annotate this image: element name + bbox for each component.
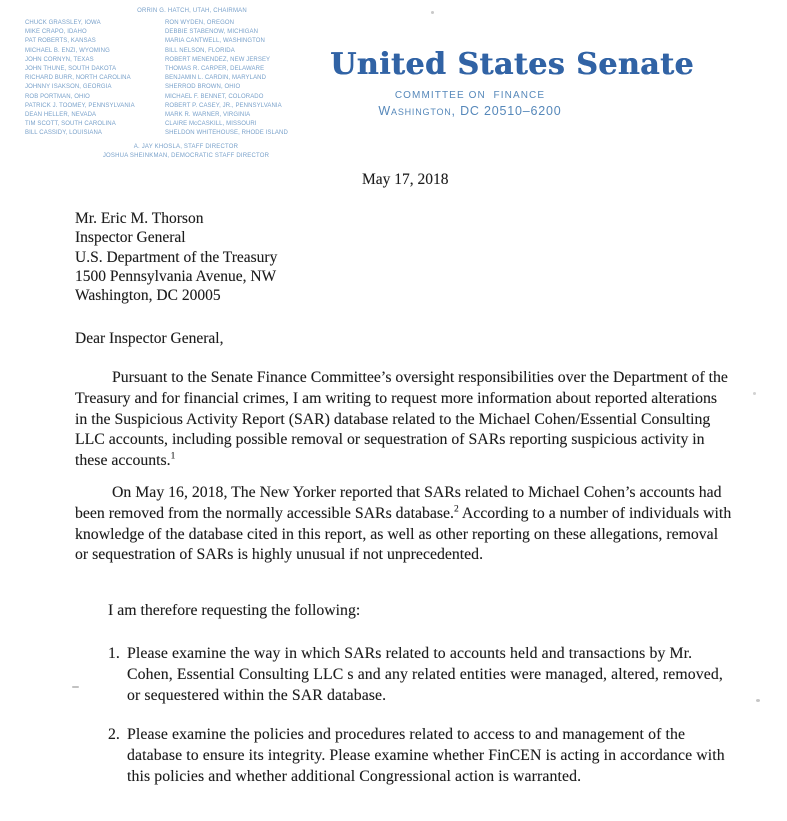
member-name: JOHN THUNE, SOUTH DAKOTA	[25, 66, 117, 73]
recipient-line: U.S. Department of the Treasury	[75, 248, 278, 266]
member-name: CHUCK GRASSLEY, IOWA	[25, 20, 101, 26]
members-minority-list	[165, 19, 288, 139]
recipient-line: Inspector General	[75, 229, 186, 247]
member-name: MARK R. WARNER, VIRGINIA	[165, 112, 251, 119]
chairman-line: ORRIN G. HATCH, UTAH, CHAIRMAN	[137, 8, 247, 14]
item-number: 1.	[108, 645, 120, 662]
member-name: ROBERT P. CASEY, JR., PENNSYLVANIA	[165, 102, 282, 109]
members-majority-list	[25, 19, 165, 139]
member-name: DEBBIE STABENOW, MICHIGAN	[165, 29, 259, 36]
member-name: MARIA CANTWELL, WASHINGTON	[165, 38, 265, 45]
member-name: DEAN HELLER, NEVADA	[25, 112, 97, 119]
paragraph-2-text-after: According to a number of individuals with knowledge of the database cited in this report, as well as other reporting on these allegations, removal or sequestration of SARs is highly unusual if not unprecedented.	[75, 504, 732, 564]
scan-speck	[756, 699, 760, 702]
salutation: Dear Inspector General,	[75, 330, 224, 347]
member-name: PATRICK J. TOOMEY, PENNSYLVANIA	[25, 102, 135, 109]
member-name: SHELDON WHITEHOUSE, RHODE ISLAND	[165, 130, 288, 137]
member-name: BILL NELSON, FLORIDA	[165, 47, 235, 54]
member-name: TIM SCOTT, SOUTH CAROLINA	[25, 121, 116, 128]
member-name: SHERROD BROWN, OHIO	[165, 84, 241, 91]
staff-director-line: A. JAY KHOSLA, STAFF DIRECTOR	[133, 143, 239, 150]
item-text: Please examine the way in which SARs related to accounts held and transactions by Mr. Cohen, Essential Consulting LLC s and any related entities were managed, altered, removed, or sequestered within the SAR database.	[127, 645, 723, 704]
recipient-address-block	[75, 209, 277, 305]
paragraph-3: I am therefore requesting the following:	[108, 602, 361, 619]
member-name: PAT ROBERTS, KANSAS	[25, 38, 96, 45]
letterhead-roster	[25, 7, 317, 161]
request-list-item-2	[108, 725, 732, 787]
senate-header	[330, 47, 694, 118]
footnote-marker-2: 2	[454, 504, 459, 515]
scan-speck	[753, 392, 756, 395]
paragraph-2	[75, 483, 732, 566]
member-name: CLAIRE McCASKILL, MISSOURI	[165, 121, 257, 128]
member-name: RON WYDEN, OREGON	[165, 20, 235, 26]
recipient-line: Mr. Eric M. Thorson	[75, 210, 204, 227]
senate-wordmark: United States Senate	[330, 47, 694, 82]
member-name: JOHN CORNYN, TEXAS	[25, 56, 94, 63]
footnote-marker-1: 1	[170, 451, 176, 462]
member-name: MICHAEL B. ENZI, WYOMING	[25, 47, 110, 54]
letter-date: May 17, 2018	[362, 171, 449, 188]
member-name: ROBERT MENENDEZ, NEW JERSEY	[165, 56, 271, 63]
member-name: BENJAMIN L. CARDIN, MARYLAND	[165, 75, 267, 82]
member-name: MICHAEL F. BENNET, COLORADO	[165, 93, 264, 100]
item-number: 2.	[108, 726, 120, 743]
committee-name: COMMITTEE ON FINANCE	[394, 90, 546, 101]
member-name: MIKE CRAPO, IDAHO	[25, 29, 87, 36]
request-list-item-1	[108, 644, 732, 706]
committee-address: Washington, DC 20510–6200	[378, 104, 562, 118]
paragraph-1	[75, 368, 732, 472]
staff-director-lines	[25, 143, 317, 161]
staff-director-line: JOSHUA SHEINKMAN, DEMOCRATIC STAFF DIRECTOR	[102, 152, 270, 159]
member-name: JOHNNY ISAKSON, GEORGIA	[25, 84, 112, 91]
scan-speck	[431, 11, 434, 14]
paragraph-2-text-before: On May 16, 2018, The New Yorker reported that SARs related to Michael Cohen’s accounts had been removed from the normally accessible SARs database.	[75, 484, 722, 522]
member-name: BILL CASSIDY, LOUISIANA	[25, 130, 102, 137]
recipient-line: Washington, DC 20005	[75, 287, 221, 305]
item-text: Please examine the policies and procedures related to access to and management of the database to ensure its integrity. Please examine whether FinCEN is acting in accordance with this policies and whether additional Congressional action is warranted.	[127, 726, 725, 785]
member-name: RICHARD BURR, NORTH CAROLINA	[25, 75, 131, 82]
member-columns	[25, 19, 317, 139]
member-name: ROB PORTMAN, OHIO	[25, 93, 90, 100]
scan-dash-artifact	[72, 686, 79, 688]
recipient-line: 1500 Pennsylvania Avenue, NW	[75, 267, 277, 285]
paragraph-1-text: Pursuant to the Senate Finance Committee’s oversight responsibilities over the Department of the Treasury and for financial crimes, I am writing to request more information about reported alterations in the Suspicious Activity Report (SAR) database related to the Michael Cohen/Essential Consulting LLC accounts, including possible removal or sequestration of SARs reporting suspicious activity in these accounts.	[75, 369, 728, 470]
member-name: THOMAS R. CARPER, DELAWARE	[165, 66, 265, 73]
